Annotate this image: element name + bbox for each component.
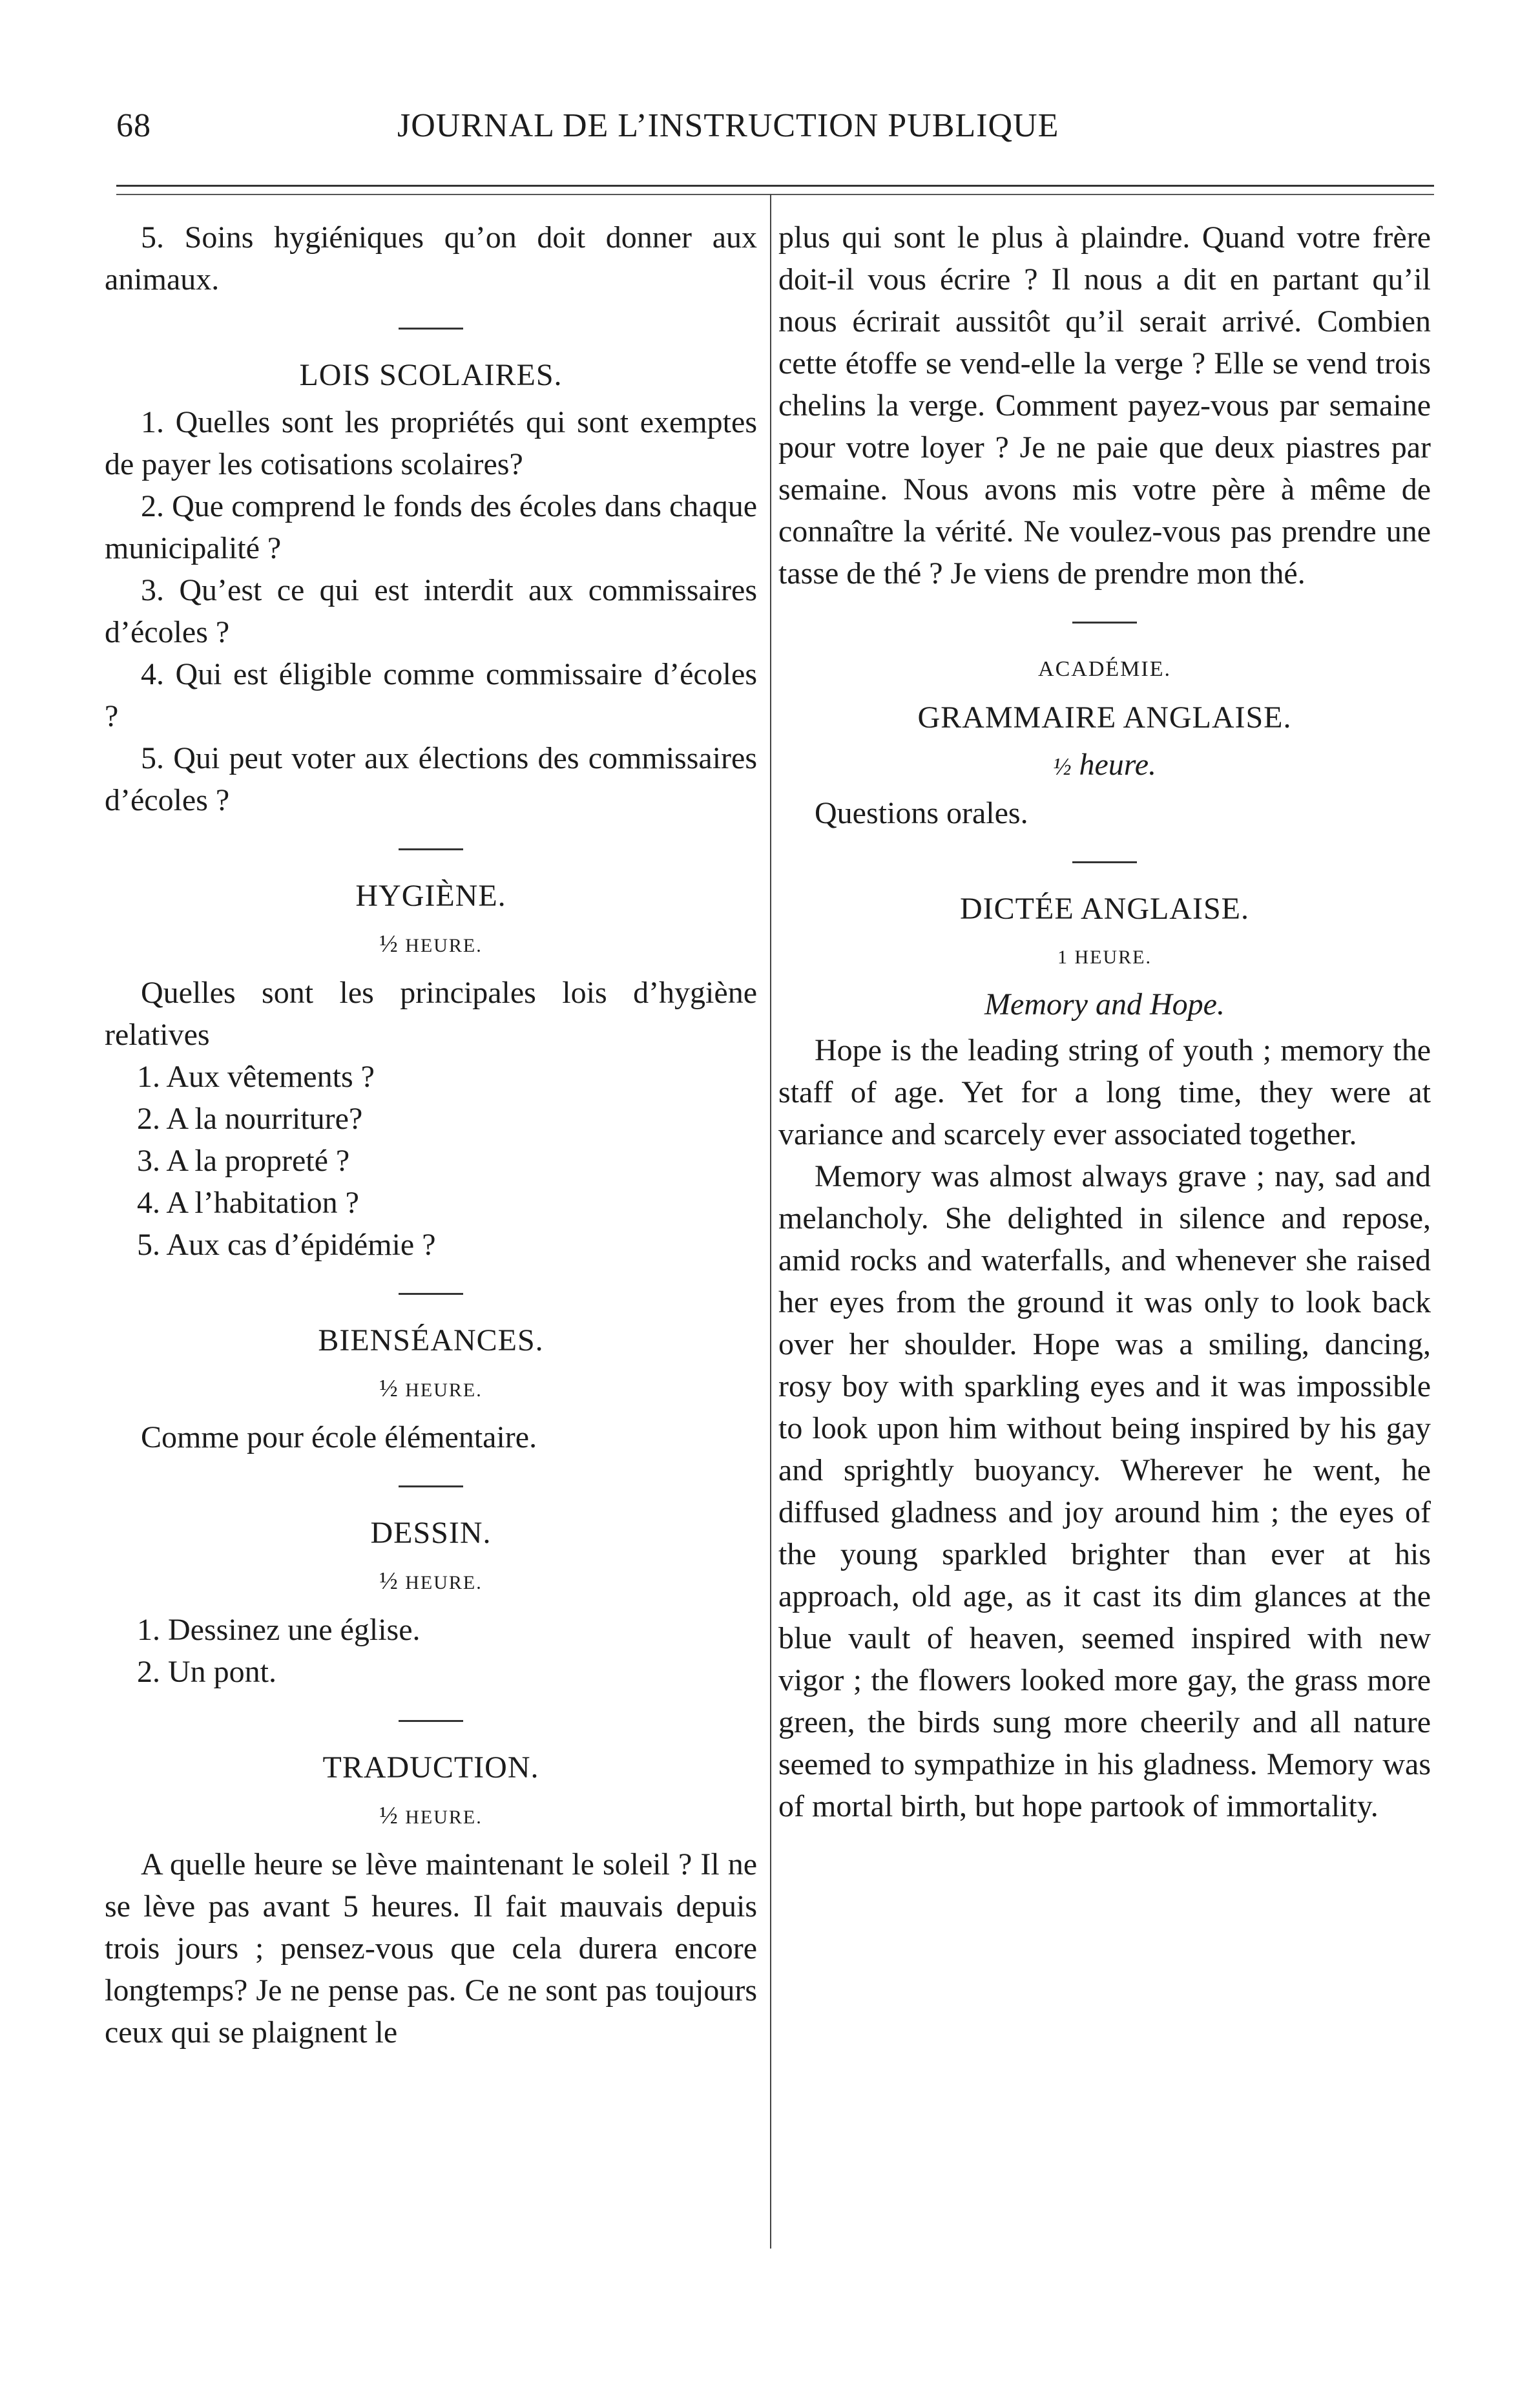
traduction-text: A quelle heure se lève maintenant le soleil ? Il ne se lève pas avant 5 heures. Il fait mauvais depuis trois jours ; pensez-vous que cela durera encore longtemps? Je ne pense pas. Ce ne sont pas toujours ceux qui se plaignent le: [105, 1847, 757, 2050]
header-rule: [116, 185, 1434, 187]
page-header: [116, 107, 1382, 152]
intro-item: 5. Soins hygiéniques qu’on doit donner aux animaux.: [105, 220, 757, 297]
dictee-paragraph: Hope is the leading string of youth ; memory the staff of age. Yet for a long time, they were at variance and scarcely ever associated together.: [778, 1033, 1431, 1151]
duration-label: heure.: [1079, 748, 1156, 782]
duration-line: [105, 1560, 757, 1604]
list-item: 2. A la nourriture?: [137, 1102, 363, 1136]
duration-number: 1: [1057, 947, 1068, 968]
fraction: ½: [379, 1568, 399, 1595]
fraction: ½: [379, 1375, 399, 1402]
running-title: JOURNAL DE L’INSTRUCTION PUBLIQUE: [397, 107, 1059, 144]
list-item: 4. A l’habitation ?: [137, 1186, 359, 1220]
lois-question: 1. Quelles sont les propriétés qui sont exemptes de payer les cotisations scolaires?: [105, 405, 757, 481]
page-number: 68: [116, 107, 151, 144]
section-divider: [399, 1720, 463, 1722]
traduction-continuation: plus qui sont le plus à plaindre. Quand votre frère doit-il vous écrire ? Il nous a dit en partant qu’il nous écrirait aussitôt qu’il serait arrivé. Combien cette étoffe se vend-elle la verge ? Elle se vend trois chelins la verge. Comment payez-vous par semaine pour votre loyer ? Je ne paie que deux piastres par semaine. Nous avons mis votre père à même de connaître la vérité. Ne voulez-vous pas prendre une tasse de thé ? Je viens de prendre mon thé.: [778, 220, 1431, 591]
grammaire-text: Questions orales.: [815, 796, 1028, 830]
duration-label: HEURE.: [405, 1379, 483, 1401]
dictee-paragraph: Memory was almost always grave ; nay, sad and melancholy. She delighted in silence and repose, amid rocks and waterfalls, and whenever she raised her eyes from the ground it was only to look back over her shoulder. Hope was a smiling, dancing, rosy boy with sparkling eyes and it was impossible to look upon him without being inspired by his gay and sprightly buoyancy. Wherever he went, he diffused gladness and joy around him ; the eyes of the young sparkled brighter than ever at his approach, old age, as it cast its dim glances at the blue vault of heaven, seemed inspired with new vigor ; the flowers looked more gay, the grass more green, the birds sung more cheerily and all nature seemed to sympathize in his gladness. Memory was of mortal birth, but hope partook of immortality.: [778, 1159, 1431, 1823]
section-title-grammaire-anglaise: GRAMMAIRE ANGLAISE.: [917, 700, 1292, 735]
section-divider: [399, 1293, 463, 1295]
lois-question: 2. Que comprend le fonds des écoles dans chaque municipalité ?: [105, 489, 757, 565]
section-divider: [399, 328, 463, 330]
header-rule-secondary: [116, 194, 1434, 195]
section-divider: [399, 848, 463, 850]
list-item: 5. Aux cas d’épidémie ?: [137, 1228, 436, 1262]
fraction: ½: [1052, 753, 1072, 781]
section-label-academie: ACADÉMIE.: [1038, 657, 1171, 681]
section-divider: [1072, 861, 1137, 863]
lois-question: 4. Qui est éligible comme commissaire d’écoles ?: [105, 657, 757, 733]
fraction: ½: [379, 930, 399, 958]
duration-label: HEURE.: [1074, 947, 1152, 968]
left-column: [105, 216, 757, 2053]
duration-line: [105, 923, 757, 967]
list-item: 2. Un pont.: [137, 1655, 276, 1689]
list-item: 3. A la propreté ?: [137, 1144, 350, 1178]
section-title-hygiene: HYGIÈNE.: [355, 879, 506, 913]
section-title-dessin: DESSIN.: [370, 1516, 492, 1550]
lois-question: 3. Qu’est ce qui est interdit aux commissaires d’écoles ?: [105, 573, 757, 649]
fraction: ½: [379, 1802, 399, 1829]
section-divider: [399, 1485, 463, 1487]
bienseances-text: Comme pour école élémentaire.: [141, 1420, 537, 1454]
list-item: 1. Dessinez une église.: [137, 1613, 421, 1647]
hygiene-question: Quelles sont les principales lois d’hygiène relatives: [105, 976, 757, 1052]
duration-line: [105, 1795, 757, 1838]
right-column: [778, 216, 1431, 1827]
column-separator: [770, 194, 771, 2249]
section-title-traduction: TRADUCTION.: [322, 1750, 539, 1785]
section-divider: [1072, 622, 1137, 624]
duration-line: [778, 936, 1431, 978]
section-title-lois-scolaires: LOIS SCOLAIRES.: [299, 358, 563, 392]
duration-label: HEURE.: [405, 1572, 483, 1593]
duration-line: [778, 744, 1431, 788]
lois-question: 5. Qui peut voter aux élections des commissaires d’écoles ?: [105, 741, 757, 817]
dictee-subtitle: Memory and Hope.: [984, 987, 1225, 1022]
duration-line: [105, 1368, 757, 1411]
duration-label: HEURE.: [405, 935, 483, 956]
list-item: 1. Aux vêtements ?: [137, 1060, 375, 1094]
duration-label: HEURE.: [405, 1807, 483, 1828]
section-title-dictee-anglaise: DICTÉE ANGLAISE.: [960, 892, 1249, 926]
section-title-bienseances: BIENSÉANCES.: [318, 1323, 544, 1358]
